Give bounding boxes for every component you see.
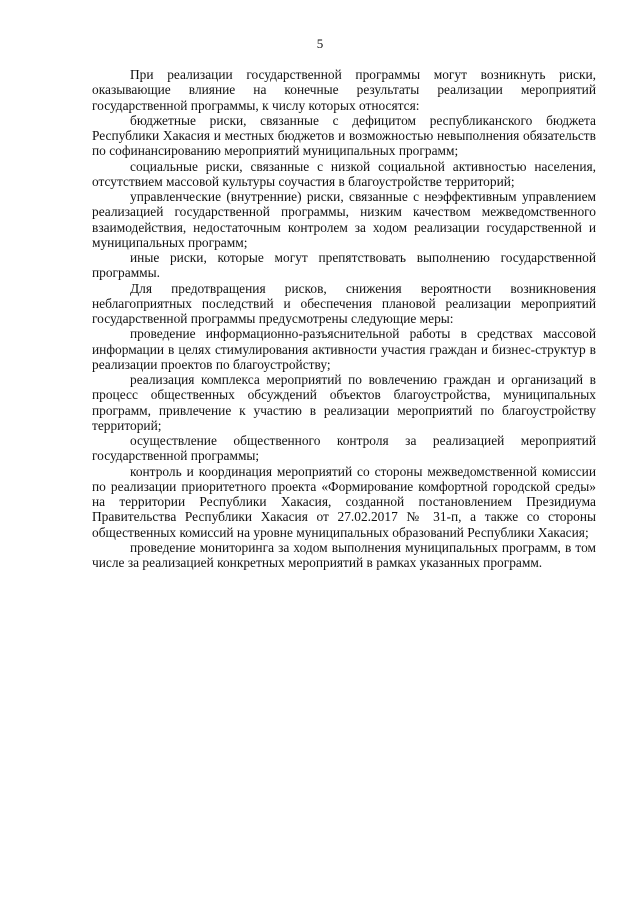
paragraph-measure-monitoring: проведение мониторинга за ходом выполнения муниципальных программ, в том числе за реализацией конкретных мероприятий в рамках указанных программ. [92,539,596,570]
page-number: 5 [316,36,324,51]
paragraph-measure-public-control: осуществление общественного контроля за реализацией мероприятий государственной программы; [92,433,596,464]
paragraph-measure-information: проведение информационно-разъяснительной работы в средствах массовой информации в целях стимулирования активности участия граждан и бизнес-структур в реализации проектов по благоустройству; [92,326,596,372]
paragraph-measure-involvement: реализация комплекса мероприятий по вовлечению граждан и организаций в процесс общественных обсуждений объектов благоустройства, муниципальных программ, привлечение к участию в реализации мероприятий по благоустройству территорий; [92,372,596,433]
paragraph-social-risks: социальные риски, связанные с низкой социальной активностью населения, отсутствием массовой культуры соучастия в благоустройстве территорий; [92,158,596,189]
paragraph-other-risks: иные риски, которые могут препятствовать выполнению государственной программы. [92,250,596,281]
paragraph-intro: При реализации государственной программы могут возникнуть риски, оказывающие влияние на конечные результаты реализации мероприятий государственной программы, к числу которых относятся: [92,67,596,113]
paragraph-management-risks: управленческие (внутренние) риски, связанные с неэффективным управлением реализацией государственной программы, низким качеством межведомственного взаимодействия, недостаточным контролем за ходом реализации государственной и муниципальных программ; [92,189,596,250]
paragraph-measures-intro: Для предотвращения рисков, снижения вероятности возникновения неблагоприятных последствий и обеспечения плановой реализации мероприятий государственной программы предусмотрены следующие меры: [92,280,596,326]
paragraph-budget-risks: бюджетные риски, связанные с дефицитом республиканского бюджета Республики Хакасия и местных бюджетов и возможностью невыполнения обязательств по софинансированию мероприятий муниципальных программ; [92,112,596,159]
paragraph-measure-coordination: контроль и координация мероприятий со стороны межведомственной комиссии по реализации приоритетного проекта «Формирование комфортной городской среды» на территории Республики Хакасия, созданной постановлением Президиума Правительства Республики Хакасия от 27.02.2017 № 31-п, а также со стороны общественных комиссий на уровне муниципальных образований Республики Хакасия; [92,463,596,540]
document-body [92,67,596,570]
